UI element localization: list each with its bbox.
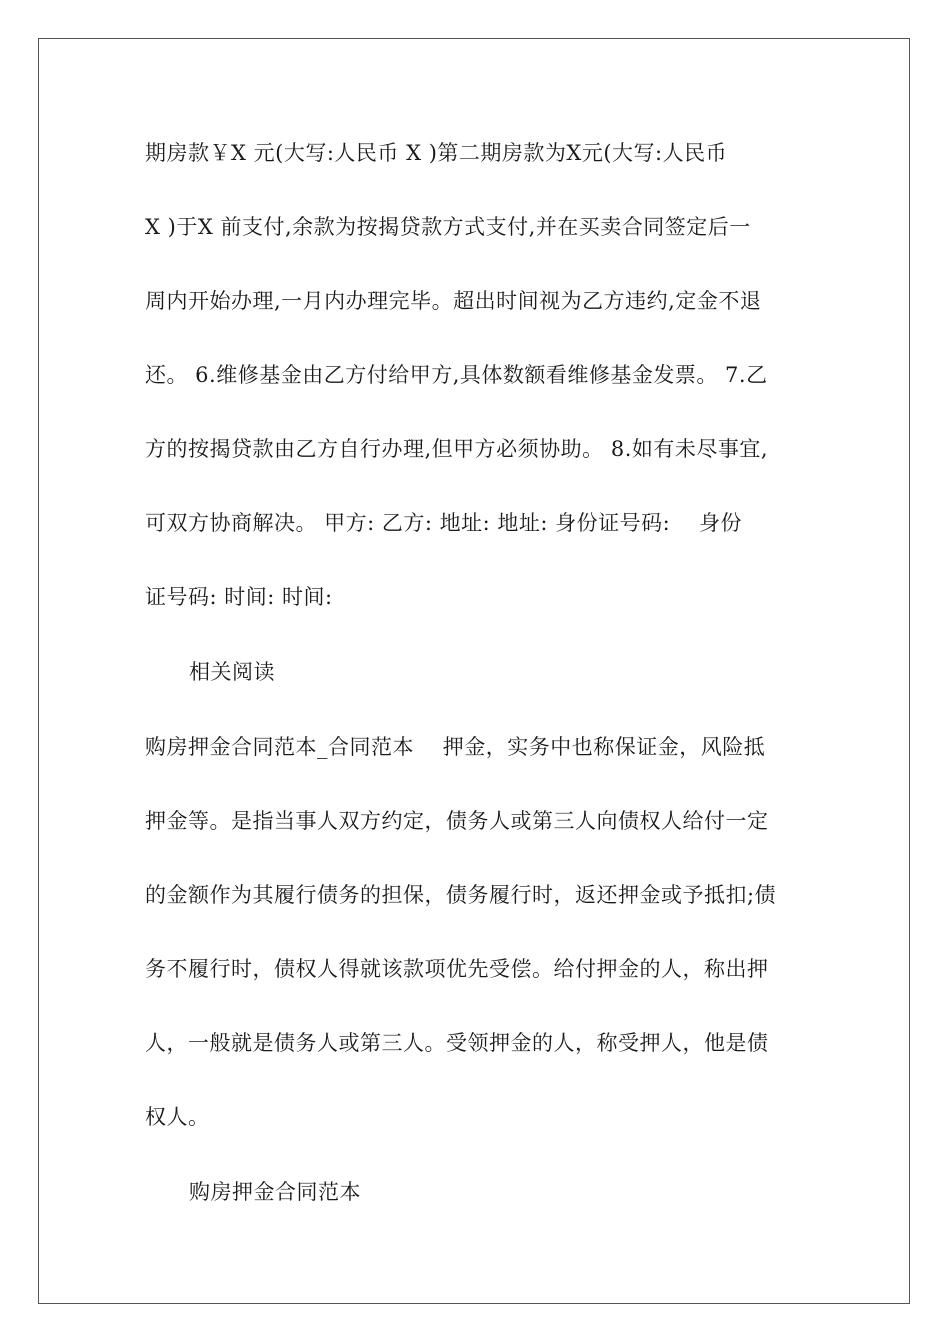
body-text-line: 周内开始办理,一月内办理完毕。超出时间视为乙方违约,定金不退 [145, 289, 762, 313]
section-title: 购房押金合同范本 [189, 1180, 361, 1204]
related-text-line: 押金等。是指当事人双方约定，债务人或第三人向债权人给付一定 [145, 809, 769, 833]
body-text-line: 还。 6.维修基金由乙方付给甲方,具体数额看维修基金发票。 7.乙 [145, 363, 768, 387]
related-text-line: 的金额作为其履行债务的担保，债务履行时，返还押金或予抵扣;债 [145, 883, 777, 907]
related-text-line: 人，一般就是债务人或第三人。受领押金的人，称受押人，他是债 [145, 1031, 769, 1055]
related-text-line: 务不履行时，债权人得就该款项优先受偿。给付押金的人，称出押 [145, 957, 769, 981]
related-reading-heading: 相关阅读 [189, 660, 275, 684]
body-text-line: 方的按揭贷款由乙方自行办理,但甲方必须协助。 8.如有未尽事宜, [145, 437, 769, 461]
body-text-line: 证号码: 时间: 时间: [145, 585, 333, 609]
related-text-line: 购房押金合同范本_合同范本 押金，实务中也称保证金，风险抵 [145, 735, 766, 759]
body-text-line: 可双方协商解决。 甲方: 乙方: 地址: 地址: 身份证号码: 身份 [145, 511, 742, 535]
body-text-line: 期房款￥X 元(大写:人民币 X )第二期房款为X元(大写:人民币 [145, 141, 728, 165]
body-text-line: X )于X 前支付,余款为按揭贷款方式支付,并在买卖合同签定后一 [145, 215, 751, 239]
related-text-line: 权人。 [145, 1105, 210, 1129]
